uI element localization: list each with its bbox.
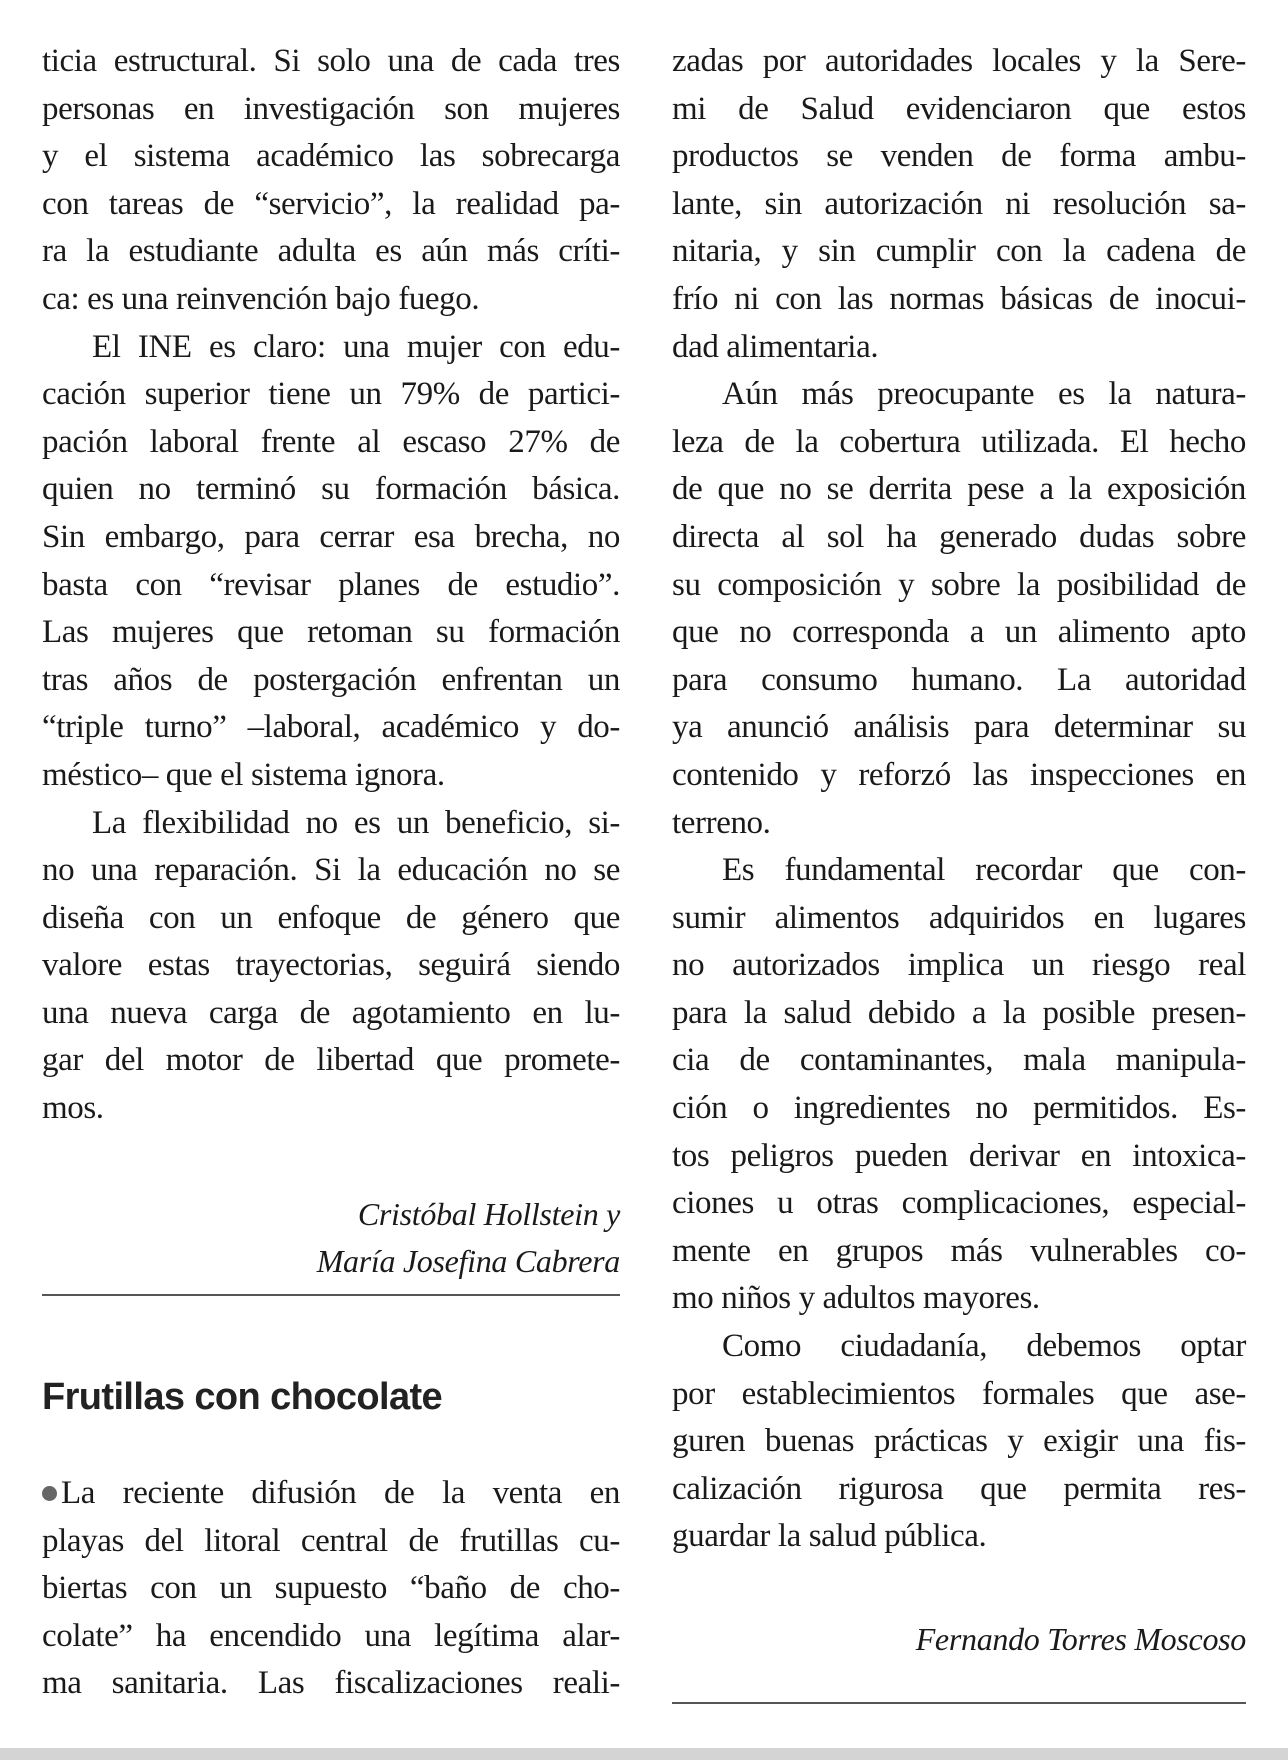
text-line: una nueva carga de agotamiento en lu- xyxy=(42,994,620,1031)
text-line: sumir alimentos adquiridos en lugares xyxy=(672,899,1246,936)
text-line: nitaria, y sin cumplir con la cadena de xyxy=(672,233,1246,270)
left-paragraph-3 xyxy=(42,800,620,1133)
text-line: guardar la salud pública. xyxy=(672,1518,987,1555)
text-line: Aún más preocupante es la natura- xyxy=(722,376,1246,413)
text-line: de que no se derrita pese a la exposición xyxy=(672,471,1246,508)
text-line: pación laboral frente al escaso 27% de xyxy=(42,423,620,460)
text-line: Sin embargo, para cerrar esa brecha, no xyxy=(42,518,620,555)
text-line: con tareas de “servicio”, la realidad pa- xyxy=(42,185,620,222)
text-line: lante, sin autorización ni resolución sa- xyxy=(672,185,1246,222)
text-line: directa al sol ha generado dudas sobre xyxy=(672,518,1246,555)
section-body xyxy=(42,1470,620,1708)
text-line: ciones u otras complicaciones, especial- xyxy=(672,1185,1246,1222)
text-line: guren buenas prácticas y exigir una fis- xyxy=(672,1423,1246,1460)
text-line: ticia estructural. Si solo una de cada tres xyxy=(42,43,620,79)
text-line: Las mujeres que retoman su formación xyxy=(42,614,620,651)
text-line: y el sistema académico las sobrecarga xyxy=(42,138,620,175)
text-line: playas del litoral central de frutillas cu- xyxy=(42,1522,620,1559)
right-paragraph-4 xyxy=(672,1323,1246,1561)
text-line: cia de contaminantes, mala manipula- xyxy=(672,1042,1246,1079)
text-line: para la salud debido a la posible presen- xyxy=(672,994,1246,1031)
text-line: cación superior tiene un 79% de partici- xyxy=(42,376,620,413)
text-line: terreno. xyxy=(672,804,771,841)
left-column xyxy=(42,38,620,1285)
text-line: su composición y sobre la posibilidad de xyxy=(672,566,1246,603)
text-line: Es fundamental recordar que con- xyxy=(722,852,1246,889)
section-divider xyxy=(42,1294,620,1296)
text-line: por establecimientos formales que ase- xyxy=(672,1375,1246,1412)
text-line: méstico– que el sistema ignora. xyxy=(42,756,445,793)
text-line: valore estas trayectorias, seguirá siendo xyxy=(42,947,620,984)
text-line: ción o ingredientes no permitidos. Es- xyxy=(672,1090,1246,1127)
text-line: mo niños y adultos mayores. xyxy=(672,1280,1040,1317)
text-line: biertas con un supuesto “baño de cho- xyxy=(42,1570,620,1607)
right-paragraph-2 xyxy=(672,371,1246,847)
text-line: tras años de postergación enfrentan un xyxy=(42,661,620,698)
text-line: La flexibilidad no es un beneficio, si- xyxy=(92,804,620,841)
text-line: colate” ha encendido una legítima alar- xyxy=(42,1617,620,1654)
text-line: personas en investigación son mujeres xyxy=(42,90,620,127)
text-line: ra la estudiante adulta es aún más críti- xyxy=(42,233,620,270)
author-name: María Josefina Cabrera xyxy=(316,1242,620,1279)
text-line: quien no terminó su formación básica. xyxy=(42,471,620,508)
text-line: frío ni con las normas básicas de inocui- xyxy=(672,280,1246,317)
text-line: ya anunció análisis para determinar su xyxy=(672,709,1246,746)
author-name: Fernando Torres Moscoso xyxy=(915,1621,1246,1657)
text-line: La reciente difusión de la venta en xyxy=(42,1470,620,1518)
text-line: calización rigurosa que permita res- xyxy=(672,1470,1246,1507)
text-line: ca: es una reinvención bajo fuego. xyxy=(42,280,480,317)
left-signature xyxy=(42,1191,620,1285)
text-line: mos. xyxy=(42,1090,104,1127)
author-name: Cristóbal Hollstein y xyxy=(357,1195,620,1232)
right-signature xyxy=(672,1616,1246,1663)
left-paragraph-1 xyxy=(42,38,620,324)
text-line: mi de Salud evidenciaron que estos xyxy=(672,90,1246,127)
text-line: zadas por autoridades locales y la Sere- xyxy=(672,43,1246,79)
text-line: para consumo humano. La autoridad xyxy=(672,661,1246,698)
text-line: “triple turno” –laboral, académico y do- xyxy=(42,709,620,746)
right-paragraph-3 xyxy=(672,847,1246,1323)
section-divider xyxy=(672,1702,1246,1704)
text-line: leza de la cobertura utilizada. El hecho xyxy=(672,423,1246,460)
right-column xyxy=(672,38,1246,1663)
text-line: contenido y reforzó las inspecciones en xyxy=(672,756,1246,793)
section-title: Frutillas con chocolate xyxy=(42,1376,443,1418)
text-line: tos peligros pueden derivar en intoxica- xyxy=(672,1137,1246,1174)
text-line: El INE es claro: una mujer con edu- xyxy=(92,328,620,365)
text-line: diseña con un enfoque de género que xyxy=(42,899,620,936)
text-line: mente en grupos más vulnerables co- xyxy=(672,1232,1246,1269)
right-paragraph-1 xyxy=(672,38,1246,371)
text-line: no una reparación. Si la educación no se xyxy=(42,852,620,889)
bullet-icon xyxy=(42,1486,57,1501)
text-line: no autorizados implica un riesgo real xyxy=(672,947,1246,984)
left-paragraph-2 xyxy=(42,324,620,800)
text-line: Como ciudadanía, debemos optar xyxy=(722,1328,1246,1365)
text-line: basta con “revisar planes de estudio”. xyxy=(42,566,620,603)
text-line: gar del motor de libertad que promete- xyxy=(42,1042,620,1079)
page-bottom-edge xyxy=(0,1748,1288,1760)
text-line: dad alimentaria. xyxy=(672,328,879,365)
text-line: productos se venden de forma ambu- xyxy=(672,138,1246,175)
text-line: que no corresponda a un alimento apto xyxy=(672,614,1246,651)
text-line: ma sanitaria. Las fiscalizaciones reali- xyxy=(42,1665,620,1702)
